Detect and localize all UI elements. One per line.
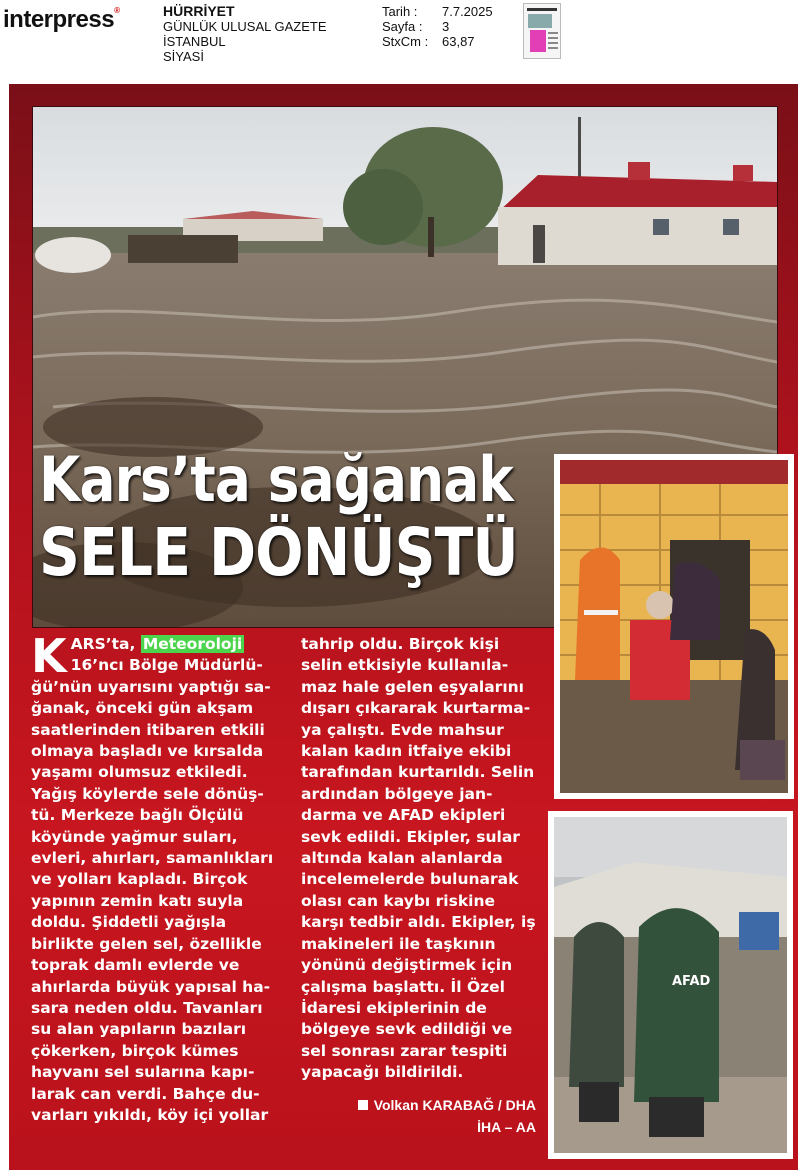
highlighted-term: Meteoroloji xyxy=(142,635,243,653)
meta-label: StxCm : xyxy=(382,34,429,49)
clip-meta xyxy=(382,4,493,49)
byline-agencies: İHA – AA xyxy=(477,1119,536,1135)
rescue-photo xyxy=(554,454,794,799)
page-thumbnail[interactable] xyxy=(523,3,561,59)
interpress-logo xyxy=(3,6,119,34)
meta-value: 7.7.2025 xyxy=(442,4,493,19)
column-1-text: 16’ncı Bölge Müdürlüğü’nün uyarısını yaptığı sağanak, önceki gün akşam saatlerinden itibaren etkili olmaya başladı ve kırsalda yaşamı olumsuz etkiledi. Yağış köylerde sele dönüştü. Merkeze bağlı Ölçülü köyünde yağmur suları, evleri, ahırları, samanlıkları ve yolları kapladı. Birçok yapının zemin katı suyla doldu. Şiddetli yağışla birlikte gelen sel, özellikle toprak damlı evlerde ve ahırlarda büyük yapısal hasara neden oldu. Tavanları su alan yapıların bazıları çökerken, birçok kümes hayvanı sel sularına kapılarak can verdi. Bahçe duvarları yıkıldı, köy içi yollar xyxy=(31,656,274,1124)
meta-row-page xyxy=(382,19,493,34)
publication-type: GÜNLÜK ULUSAL GAZETE xyxy=(163,19,327,34)
publication-city: İSTANBUL xyxy=(163,34,226,49)
byline-square-icon xyxy=(358,1100,368,1110)
news-clipping xyxy=(9,84,798,1170)
article-column-1 xyxy=(31,629,281,1126)
headline xyxy=(39,443,518,591)
byline xyxy=(301,1094,536,1138)
meta-value: 3 xyxy=(442,19,450,34)
publication-info xyxy=(163,4,327,64)
byline-author: Volkan KARABAĞ / DHA xyxy=(373,1097,536,1113)
meta-row-stxcm xyxy=(382,34,493,49)
headline-line-1: Kars’ta sağanak xyxy=(39,443,513,516)
column-2-text: tahrip oldu. Birçok kişi selin etkisiyle kullanılamaz hale gelen eşyalarını dışarı çıkararak kurtarmaya çalıştı. Evde mahsur kalan kadın itfaiye ekibi tarafından kurtarıldı. Selin ardından bölgeye jandarma ve AFAD ekipleri sevk edildi. Ekipler, sular altında kalan alanlarda incelemelerde bulunarak olası can kaybı riskine karşı tedbir aldı. Ekipler, iş makineleri ile taşkının yönünü değiştirmek için çalışma başlattı. İl Özel İdaresi ekiplerinin de bölgeye sevk edildiği ve sel sonrası zarar tespiti yapacağı bildirildi. xyxy=(301,635,536,1082)
dropcap: K xyxy=(31,629,67,683)
meta-row-date xyxy=(382,4,493,19)
afad-vest-label: AFAD xyxy=(672,974,711,989)
afad-rescue-photo xyxy=(548,811,793,1159)
lead-text: ARS’ta, xyxy=(70,635,136,653)
logo-registered-mark: ® xyxy=(114,6,120,15)
meta-value: 63,87 xyxy=(442,34,475,49)
article-column-2 xyxy=(301,634,536,1084)
publication-name: HÜRRİYET xyxy=(163,3,235,19)
headline-line-2: SELE DÖNÜŞTÜ xyxy=(39,514,518,591)
meta-label: Tarih : xyxy=(382,4,418,19)
logo-text: interpress xyxy=(3,6,115,33)
meta-label: Sayfa : xyxy=(382,19,423,34)
publication-category: SİYASİ xyxy=(163,49,204,64)
